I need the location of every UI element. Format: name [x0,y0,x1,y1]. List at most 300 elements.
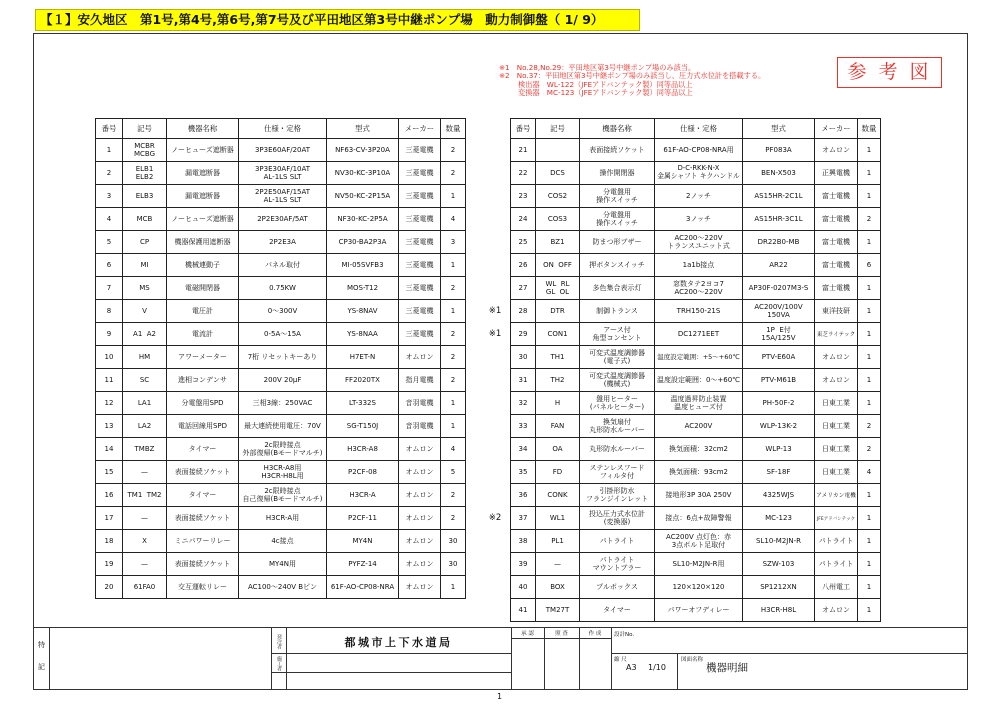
cell-name [580,392,655,415]
cell-spec [239,231,327,254]
cell-symbol [536,530,580,553]
cell-model [743,346,815,369]
cell-qty [441,392,466,415]
cell-name-text: ミニパワーリレー [174,536,231,545]
cell-name [580,438,655,461]
cell-model-text: H3CR-A8 [347,444,378,453]
table-row [511,323,881,346]
cell-symbol-text: — [141,559,148,568]
cell-maker-text: オムロン [822,605,850,614]
cell-maker-text: 三菱電機 [405,283,434,292]
cell-qty [858,415,881,438]
cell-symbol [123,369,167,392]
row-note-mark [482,461,508,484]
table-row [96,392,466,415]
cell-no-text: 4 [106,214,112,223]
cell-maker [399,438,441,461]
cell-maker-text: 富士電機 [822,237,850,246]
cell-qty [858,484,881,507]
cell-maker [815,553,858,576]
cell-symbol [123,461,167,484]
cell-spec-text: 3P3E60AF/20AT [254,145,311,154]
cell-qty-text: 1 [866,398,872,407]
cell-no-text: 28 [518,306,528,315]
cell-name-text: 防まつ形ブザー [592,237,642,246]
cell-model-text: PH-50F-2 [762,398,795,407]
cell-no [511,530,536,553]
cell-name [580,553,655,576]
scale-value: 1/10 [648,663,666,672]
cell-no-text: 39 [518,559,528,568]
cell-name [167,553,239,576]
cell-maker-text: 東芝ライテック [816,331,856,338]
cell-no [511,185,536,208]
cell-symbol [536,323,580,346]
cell-symbol-text: — [554,559,561,568]
row-note-mark [482,369,508,392]
cell-maker [399,576,441,599]
cell-symbol-text: LA1 [137,398,152,407]
cell-no [96,277,123,300]
cell-qty [441,231,466,254]
paper-size: A3 [626,663,637,672]
cell-spec [655,461,743,484]
cell-no-text: 14 [104,444,114,453]
cell-spec-text: 最大連続使用電圧：70V [244,421,321,430]
table-row [511,530,881,553]
cell-spec [655,231,743,254]
cell-qty-text: 2 [866,214,872,223]
table-row [96,438,466,461]
cell-name [580,254,655,277]
cell-symbol-text: COS2 [547,191,568,200]
cell-qty-text: 1 [866,582,872,591]
cell-maker [399,323,441,346]
cell-no [96,185,123,208]
cell-maker-text: 富士電機 [822,260,850,269]
cell-name-text: パトライト マウントブラー [592,555,642,572]
cell-qty-text: 30 [448,536,458,545]
cell-model-text: WLP-13 [765,444,792,453]
cell-symbol [123,208,167,231]
drawing-name-label: 図面名称 [681,657,704,663]
cell-symbol-text: CON1 [547,329,568,338]
cell-name-text: 電流計 [192,329,213,338]
cell-no-text: 25 [518,237,528,246]
cell-no [511,438,536,461]
cell-maker-text: アメリカン電機 [816,492,856,499]
cell-maker-text: パトライト [818,536,854,545]
cell-symbol-text: HM [138,352,151,361]
column-header [327,119,399,139]
cell-qty [441,323,466,346]
cell-qty [858,185,881,208]
cell-symbol-text: 61FA0 [133,582,156,591]
cell-model [743,576,815,599]
cell-maker [399,484,441,507]
cell-qty [858,392,881,415]
cell-spec-text: 3P3E30AF/10AT AL-1LS SLT [254,164,311,181]
cell-no [511,323,536,346]
cell-qty [858,231,881,254]
column-header [239,119,327,139]
cell-maker [815,208,858,231]
cell-no-text: 26 [518,260,528,269]
cell-name-text: ノーヒューズ遮断器 [171,145,234,154]
cell-spec-text: 0～300V [267,306,298,315]
column-header-text: 数量 [445,123,461,133]
cell-name [580,208,655,231]
cell-model [327,208,399,231]
cell-no-text: 8 [106,306,112,315]
cell-symbol [123,415,167,438]
cell-spec-text: 温度設定範囲：0～+60℃ [656,375,741,384]
cell-no-text: 27 [518,283,528,292]
cell-maker [815,139,858,162]
cell-model [327,507,399,530]
cell-no-text: 10 [104,352,114,361]
table-row [511,415,881,438]
owner-label: 発注者 [276,633,282,649]
row-note-mark [482,139,508,162]
row-note-mark [482,484,508,507]
cell-symbol [536,277,580,300]
column-header [743,119,815,139]
table-row [511,392,881,415]
cell-no-text: 40 [518,582,528,591]
cell-spec-text: パネル取付 [265,260,300,269]
cell-symbol [536,300,580,323]
column-header-text: 仕様・定格 [680,123,717,133]
cell-name [167,369,239,392]
cell-spec [239,323,327,346]
cell-model [327,553,399,576]
cell-name [580,530,655,553]
table-row [96,507,466,530]
cell-model [327,162,399,185]
cell-maker [815,369,858,392]
cell-no [96,484,123,507]
cell-symbol [536,208,580,231]
cell-no [511,346,536,369]
row-note-mark [482,599,508,622]
cell-qty [441,507,466,530]
cell-maker-text: 三菱電機 [405,214,434,223]
cell-qty [858,300,881,323]
table-row [511,231,881,254]
cell-name [580,300,655,323]
column-header [858,119,881,139]
cell-qty [858,323,881,346]
equipment-table-right [510,118,881,622]
cell-maker-text: オムロン [822,375,850,384]
cell-no [96,553,123,576]
cell-qty-text: 1 [866,375,872,384]
cell-symbol [536,553,580,576]
cell-symbol-text: TH1 [550,352,565,361]
cell-symbol [536,392,580,415]
cell-spec [655,576,743,599]
cell-maker-text: オムロン [405,490,434,499]
column-header-text: 型式 [771,123,786,133]
cell-spec-text: 接地形3P 30A 250V [665,490,732,499]
cell-spec-text: 温度過昇防止装置 温度ヒューズ付 [670,394,727,411]
cell-spec [239,484,327,507]
cell-symbol-text: MCBR MCBG [133,141,156,158]
cell-name-text: 分電盤用 操作スイッチ [596,187,638,204]
cell-maker [815,438,858,461]
cell-model [327,346,399,369]
table-row [96,530,466,553]
cell-no [511,300,536,323]
cell-qty [441,254,466,277]
cell-symbol [123,300,167,323]
cell-no-text: 37 [518,513,528,522]
cell-symbol-text: ELB3 [135,191,154,200]
cell-maker-text: 三菱電機 [405,329,434,338]
row-note-mark [482,438,508,461]
cell-symbol [536,576,580,599]
row-note-mark: ※1 [488,305,502,316]
cell-maker [399,162,441,185]
note-line: ※2 No.37：平田地区第3号中継ポンプ場のみ該当し、圧力式水位計を搭載する。 [499,71,766,81]
cell-qty-text: 2 [450,375,456,384]
cell-model-text: SZW-103 [762,559,795,568]
cell-qty-text: 5 [450,467,456,476]
cell-spec [655,300,743,323]
cell-spec-text: AC200V 点灯色：赤 3点ボルト足取付 [666,532,731,549]
cell-symbol-text: PL1 [551,536,564,545]
cell-name [167,208,239,231]
cell-symbol-text: — [141,467,148,476]
cell-symbol-text: CP [139,237,150,246]
cell-name-text: 表面接続ソケット [589,145,645,154]
cell-maker-text: 三菱電機 [405,237,434,246]
cell-maker [399,553,441,576]
cell-model-text: SL10-M2JN-R [756,536,801,545]
design-number-label: 設計No. [614,632,635,638]
cell-qty [858,346,881,369]
cell-spec-text: 換気面積：93cm2 [668,467,729,476]
column-header-text: 仕様・定格 [264,123,301,133]
cell-model [327,438,399,461]
cell-spec [655,162,743,185]
cell-qty-text: 2 [450,283,456,292]
cell-model [327,185,399,208]
cell-no-text: 30 [518,352,528,361]
cell-symbol-text: FD [552,467,563,476]
cell-spec-text: 3ノッチ [686,214,711,223]
cell-no [511,139,536,162]
note-line: 変換器 MC-123（JFEアドバンテック製）同等品以上 [518,87,693,97]
cell-no [511,484,536,507]
cell-spec [655,208,743,231]
cell-no [96,346,123,369]
cell-qty-text: 2 [866,444,872,453]
cell-model [743,392,815,415]
cell-model [327,415,399,438]
cell-name-text: 電圧計 [192,306,213,315]
cell-symbol [123,392,167,415]
cell-no [96,392,123,415]
cell-no [511,507,536,530]
cell-no-text: 1 [106,145,112,154]
cell-model-text: PF083A [765,145,792,154]
cell-no [511,599,536,622]
cell-name-text: アース付 角型コンセント [592,325,642,342]
cell-model-text: MC-123 [765,513,792,522]
row-note-mark [482,392,508,415]
cell-no [96,576,123,599]
cell-symbol [536,415,580,438]
special-notes-label: 記 [38,663,45,671]
cell-model [743,553,815,576]
cell-name-text: アワーメーター [178,352,227,361]
column-header-text: 型式 [355,123,370,133]
cell-name [580,507,655,530]
organization-name: 都城市上下水道局 [344,636,453,649]
column-header [96,119,123,139]
cell-symbol-text: CONK [547,490,568,499]
cell-no-text: 20 [104,582,114,591]
cell-maker [399,392,441,415]
row-note-mark [482,185,508,208]
cell-symbol-text: TM1 TM2 [127,490,162,499]
cell-qty [441,277,466,300]
cell-no-text: 13 [104,421,114,430]
cell-model-text: AS15HR-3C1L [754,214,803,223]
cell-qty-text: 1 [866,536,872,545]
cell-qty-text: 1 [866,352,872,361]
row-note-mark [482,553,508,576]
cell-qty-text: 6 [866,260,872,269]
cell-spec-text: 2c限時接点 外部復帰(Bモードマルチ) [242,440,323,457]
table-row [96,254,466,277]
cell-no-text: 7 [106,283,112,292]
cell-model [743,139,815,162]
cell-spec [655,346,743,369]
reference-drawing-stamp: 参 考 図 [837,57,942,88]
table-row [511,438,881,461]
cell-maker-text: JFEアドバンテック [816,516,856,522]
cell-symbol [536,231,580,254]
cell-model-text: SP1212XN [760,582,797,591]
approval-header: 承 認 [521,631,534,637]
cell-qty-text: 2 [450,513,456,522]
cell-maker-text: オムロン [405,559,434,568]
cell-qty-text: 1 [450,421,456,430]
cell-spec-text: AC200V [684,421,713,430]
cell-spec-text: 2P2E30AF/5AT [257,214,308,223]
cell-model [743,599,815,622]
cell-qty-text: 2 [450,145,456,154]
cell-maker-text: オムロン [405,444,434,453]
cell-qty-text: 4 [866,467,872,476]
cell-maker [815,461,858,484]
cell-maker [815,185,858,208]
cell-no [96,507,123,530]
cell-spec [239,530,327,553]
cell-name-text: タイマー [188,444,217,453]
cell-symbol-text: A1 A2 [133,329,156,338]
cell-model [743,162,815,185]
cell-no-text: 12 [104,398,114,407]
column-header-text: 数量 [861,123,877,133]
column-header-text: 番号 [101,123,117,133]
cell-no-text: 9 [106,329,112,338]
column-header-text: 記号 [137,123,152,133]
cell-name-text: 表面接続ソケット [174,467,231,476]
cell-name [167,438,239,461]
cell-no [511,461,536,484]
cell-spec [239,139,327,162]
cell-maker-text: 三菱電機 [405,145,434,154]
column-header [580,119,655,139]
cell-spec-text: 三相3線：250VAC [252,398,313,407]
table-row [511,576,881,599]
cell-symbol [123,277,167,300]
cell-spec [239,346,327,369]
cell-no [511,415,536,438]
cell-spec-text: 4c接点 [271,536,294,545]
cell-model [327,484,399,507]
table-row [511,139,881,162]
cell-name [167,323,239,346]
cell-qty [858,254,881,277]
cell-qty-text: 30 [448,559,458,568]
cell-model [327,254,399,277]
cell-qty-text: 1 [450,306,456,315]
cell-no [96,415,123,438]
cell-model-text: NV50-KC-2P15A [334,191,391,200]
cell-spec-text: 2P2E50AF/15AT AL-1LS SLT [254,187,311,204]
cell-maker-text: 富士電機 [822,283,850,292]
table-header-row [511,119,881,139]
cell-model [327,300,399,323]
cell-qty-text: 1 [866,605,872,614]
cell-qty-text: 1 [866,145,872,154]
cell-qty-text: 2 [450,329,456,338]
cell-qty-text: 1 [866,237,872,246]
table-row [511,484,881,507]
divider [611,628,612,689]
row-note-mark [482,254,508,277]
cell-model-text: H3CR-H8L [760,605,797,614]
cell-maker [399,254,441,277]
cell-no-text: 21 [518,145,528,154]
cell-spec-text: TRH150-21S [676,306,721,315]
cell-name [167,139,239,162]
cell-spec [239,392,327,415]
cell-spec [655,277,743,300]
cell-no [511,231,536,254]
cell-spec-text: 2P2E3A [269,237,296,246]
cell-symbol-text: WL RL GL OL [545,279,570,296]
cell-qty-text: 2 [450,352,456,361]
cell-model-text: 4325WJS [762,490,795,499]
cell-no-text: 3 [106,191,112,200]
cell-model-text: MOS-T12 [346,283,379,292]
cell-model [743,254,815,277]
cell-qty [441,346,466,369]
cell-model [327,530,399,553]
cell-qty [441,576,466,599]
cell-symbol-text: BOX [550,582,565,591]
cell-name [580,277,655,300]
cell-model-text: NF63-CV-3P20A [335,145,390,154]
cell-symbol [536,484,580,507]
divider [511,638,611,639]
